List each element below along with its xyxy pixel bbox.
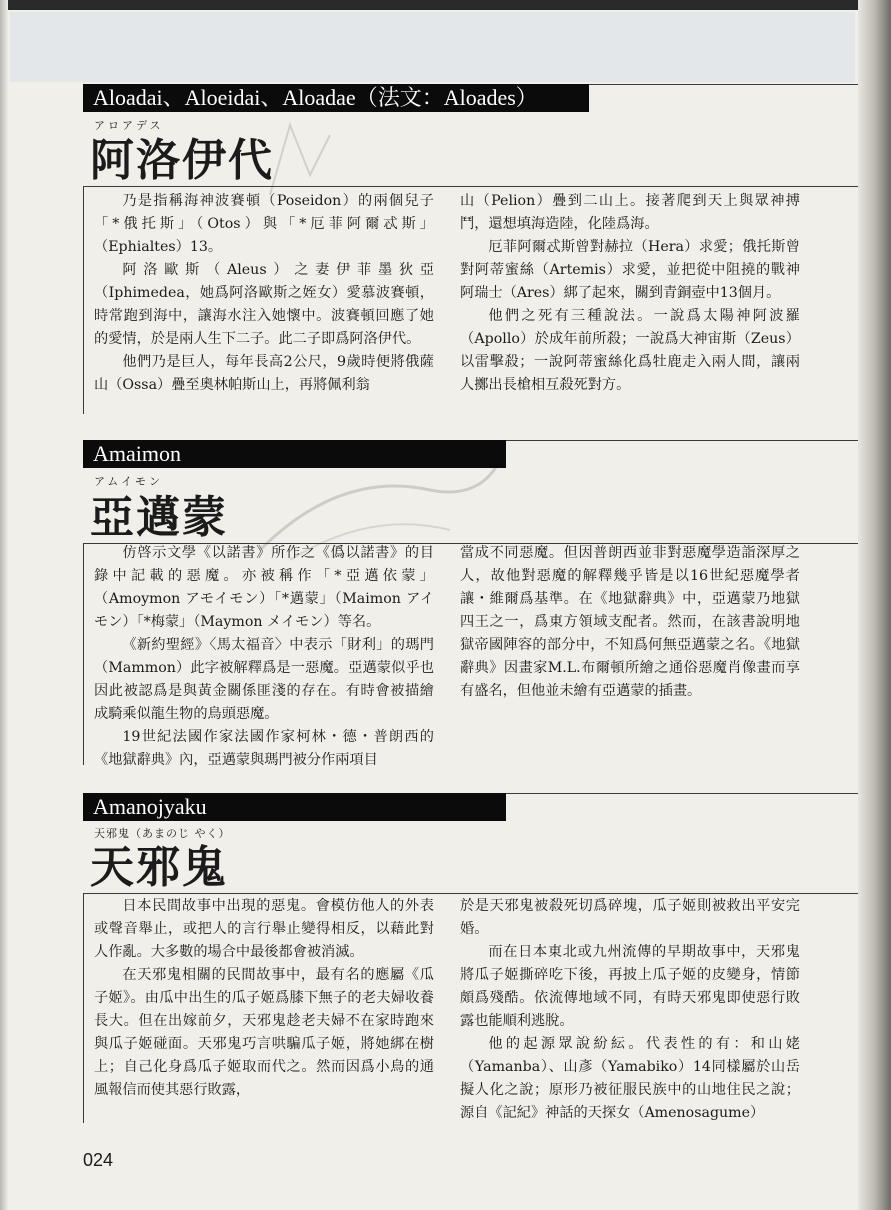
book-gutter-edge [858,0,891,1210]
paragraph: 《新約聖經》〈馬太福音〉中表示「財利」的瑪門（Mammon）此字被解釋爲是一惡魔。亞邁蒙似乎也因此被認爲是與黃金關係匪淺的存在。有時會被描繪成騎乘似龍生物的鳥頭惡魔。 [94,637,434,722]
paragraph: 山（Pelion）疊到二山上。接著爬到天上與眾神搏鬥，還想填海造陸，化陸爲海。 [460,193,800,232]
title-underline [83,893,858,894]
entry-title: 亞邁蒙 [90,492,228,543]
entry-left-margin-line [83,186,84,414]
paragraph: 厄菲阿爾忒斯曾對赫拉（Hera）求愛；俄托斯曾對阿蒂蜜絲（Artemis）求愛，並把從中阻撓的戰神阿瑞士（Ares）綁了起來，關到青銅壺中13個月。 [460,239,800,301]
title-underline [83,186,858,187]
paragraph: 於是天邪鬼被殺死切爲碎塊，瓜子姬則被救出平安完婚。 [460,898,800,937]
paragraph: 乃是指稱海神波賽頓（Poseidon）的兩個兒子「*俄托斯」（Otos）與「*厄菲阿爾忒斯」（Ephialtes）13。 [94,193,434,255]
entry-header-bar [83,793,506,821]
entry-title: 天邪鬼 [90,842,228,893]
paragraph: 他們乃是巨人，每年長高2公尺，9歲時便將俄薩山（Ossa）疊至奧林帕斯山上，再將佩利翁 [94,354,434,393]
paragraph: 仿啓示文學《以諾書》所作之《僞以諾書》的目錄中記載的惡魔。亦被稱作「*亞邁依蒙」（Amoymon アモイモン）「*邁蒙」（Maimon アイモン）「*梅蒙」（Maymon メイモン）等名。 [94,545,434,630]
top-margin-wash [10,12,855,82]
entry-title: 阿洛伊代 [90,135,274,186]
paragraph: 阿洛歐斯（Aleus）之妻伊菲墨狄亞（Iphimedea，她爲阿洛歐斯之姪女）愛慕波賽頓，時常跑到海中，讓海水注入她懷中。波賽頓回應了她的愛情，於是兩人生下二子。此二子即爲阿洛伊代。 [94,262,434,347]
paragraph: 當成不同惡魔。但因普朗西並非對惡魔學造詣深厚之人，故他對惡魔的解釋幾乎皆是以16世紀惡魔學者讓・維爾爲基準。在《地獄辭典》中，亞邁蒙乃地獄四王之一，爲東方領域支配者。然而，在該書說明地獄帝國陣容的部分中，不知爲何無亞邁蒙之名。《地獄辭典》因畫家M.L.布爾頓所繪之通俗惡魔肖像畫而享有盛名，但他並未繪有亞邁蒙的插畫。 [460,545,800,699]
page-left-edge [0,0,8,1210]
entry-left-column [94,190,434,397]
entry-left-column [94,895,434,1102]
entry-header-bar [83,440,506,468]
entry-header-text: Aloadai、Aloeidai、Aloadae（法文：Aloades） [93,85,538,110]
entry-left-column [94,542,434,772]
entry-left-margin-line [83,893,84,1123]
page-top-shadow [0,0,891,10]
entry-header-text: Amanojyaku [93,794,207,819]
entry-left-margin-line [83,543,84,765]
entry-kana-reading: アムイモン [94,475,164,488]
entry-header-text: Amaimon [93,441,181,466]
paragraph: 在天邪鬼相關的民間故事中，最有名的應屬《瓜子姬》。由瓜中出生的瓜子姬爲膝下無子的老夫婦收養長大。但在出嫁前夕，天邪鬼趁老夫婦不在家時跑來與瓜子姬碰面。天邪鬼巧言哄騙瓜子姬，將她綁在樹上；自己化身爲瓜子姬取而代之。然而因爲小鳥的通風報信而使其惡行敗露， [94,967,434,1098]
entry-right-column [460,190,800,397]
entry-kana-reading: 天邪鬼（あまのじ やく） [94,827,231,840]
entry-right-column [460,542,800,703]
paragraph: 他的起源眾說紛紜。代表性的有：和山姥（Yamanba）、山彥（Yamabiko）14同樣屬於山岳擬人化之說；原形乃被征服民族中的山地住民之說；源自《記紀》神話的天探女（Amenosagume） [460,1036,800,1121]
entry-kana-reading: アロアデス [94,119,164,132]
entry-right-column [460,895,800,1125]
paragraph: 而在日本東北或九州流傳的早期故事中，天邪鬼將瓜子姬撕碎吃下後，再披上瓜子姬的皮變身，情節頗爲殘酷。依流傳地域不同，有時天邪鬼即使惡行敗露也能順利逃脫。 [460,944,800,1029]
paragraph: 日本民間故事中出現的惡鬼。會模仿他人的外表或聲音舉止，或把人的言行舉止變得相反，以藉此對人作亂。大多數的場合中最後都會被消滅。 [94,898,434,960]
page-number: 024 [83,1150,114,1170]
entry-header-bar [83,84,589,112]
paragraph: 19世紀法國作家法國作家柯林・德・普朗西的《地獄辭典》內，亞邁蒙與瑪門被分作兩項目 [94,729,434,768]
paragraph: 他們之死有三種說法。一說爲太陽神阿波羅（Apollo）於成年前所殺；一說爲大神宙斯（Zeus）以雷擊殺；一說阿蒂蜜絲化爲牡鹿走入兩人間，讓兩人擲出長槍相互殺死對方。 [460,308,800,393]
